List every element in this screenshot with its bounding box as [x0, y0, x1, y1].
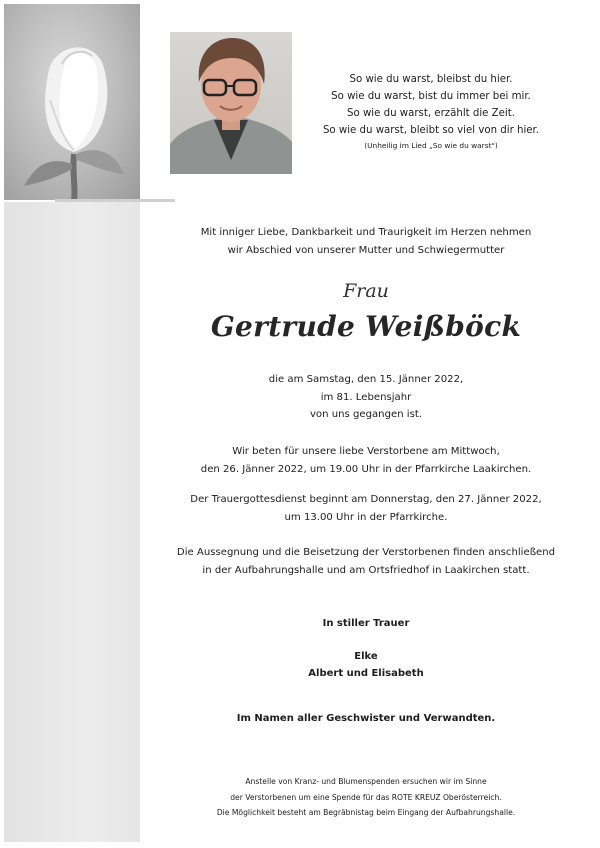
- donation-notice: [160, 774, 572, 821]
- family-names: [160, 648, 572, 682]
- burial-notice: [160, 544, 572, 579]
- family-line: Albert und Elisabeth: [308, 668, 424, 679]
- prayer-line: den 26. Jänner 2022, um 19.00 Uhr in der Pfarrkirche Laakirchen.: [200, 463, 532, 475]
- quote-line: So wie du warst, bleibt so viel von dir hier.: [322, 125, 540, 136]
- quote-line: So wie du warst, bist du immer bei mir.: [331, 91, 531, 102]
- service-notice: [160, 491, 572, 526]
- donation-line: der Verstorbenen um eine Spende für das ROTE KREUZ Oberösterreich.: [230, 792, 502, 802]
- memorial-quote: [300, 71, 562, 153]
- portrait-photo: [170, 32, 292, 174]
- quote-line: So wie du warst, bleibst du hier.: [349, 74, 513, 85]
- rose-image: [4, 4, 140, 200]
- person-portrait-icon: [170, 32, 292, 174]
- burial-line: Die Aussegnung und die Beisetzung der Verstorbenen finden anschließend: [176, 547, 556, 558]
- death-notice: [160, 371, 572, 424]
- intro-text: [160, 224, 572, 259]
- honorific: Frau: [343, 280, 389, 302]
- family-line: Elke: [354, 651, 378, 662]
- death-line: im 81. Lebensjahr: [320, 391, 412, 403]
- white-rose-icon: [4, 4, 140, 200]
- death-line: von uns gegangen ist.: [309, 409, 423, 420]
- intro-line: wir Abschied von unserer Mutter und Schwiegermutter: [227, 244, 505, 256]
- intro-line: Mit inniger Liebe, Dankbarkeit und Traurigkeit im Herzen nehmen: [200, 227, 532, 238]
- service-line: Der Trauergottesdienst beginnt am Donnerstag, den 27. Jänner 2022,: [190, 494, 542, 505]
- service-line: um 13.00 Uhr in der Pfarrkirche.: [284, 511, 448, 523]
- prayer-notice: [160, 443, 572, 478]
- death-line: die am Samstag, den 15. Jänner 2022,: [268, 374, 464, 385]
- deceased-name: Gertrude Weißböck: [210, 310, 522, 343]
- prayer-line: Wir beten für unsere liebe Verstorbene am Mittwoch,: [232, 446, 500, 457]
- donation-line: Anstelle von Kranz- und Blumenspenden ersuchen wir im Sinne: [245, 777, 487, 786]
- relatives-line: Im Namen aller Geschwister und Verwandten.: [236, 713, 496, 724]
- donation-line: Die Möglichkeit besteht am Begräbnistag beim Eingang der Aufbahrungshalle.: [216, 808, 516, 817]
- mourning-heading: In stiller Trauer: [322, 618, 410, 629]
- sidebar-panel: [4, 202, 140, 842]
- quote-source: (Unheilig im Lied „So wie du warst"): [364, 141, 498, 150]
- quote-line: So wie du warst, erzählt die Zeit.: [347, 108, 515, 119]
- burial-line: in der Aufbahrungshalle und am Ortsfriedhof in Laakirchen statt.: [202, 564, 530, 576]
